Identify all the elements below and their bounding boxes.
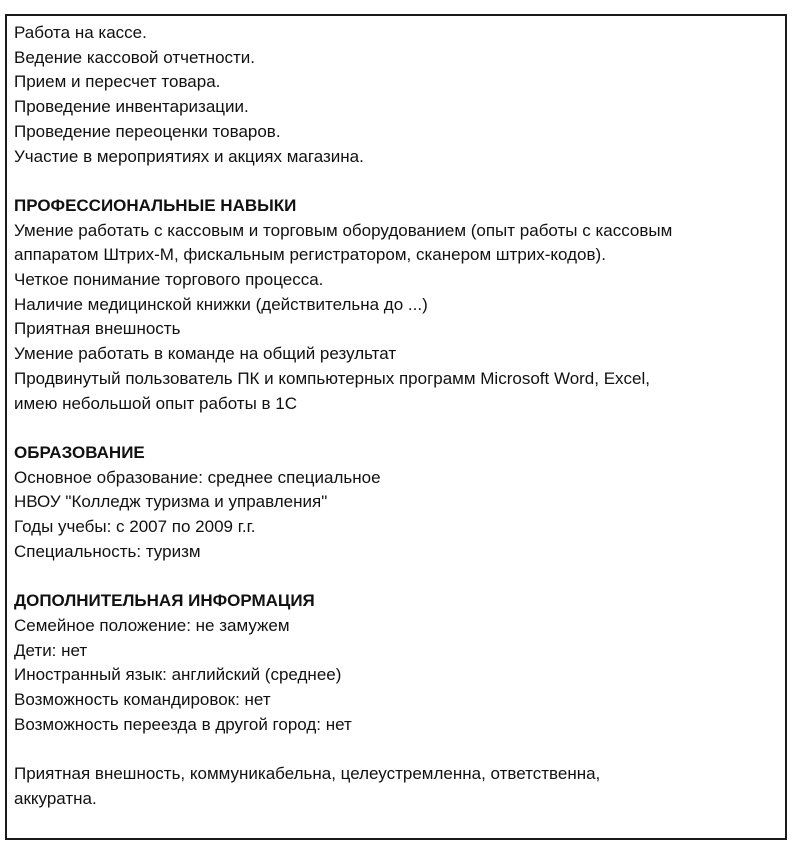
education-line: Годы учебы: с 2007 по 2009 г.г.: [14, 517, 256, 537]
additional-heading: ДОПОЛНИТЕЛЬНАЯ ИНФОРМАЦИЯ: [14, 591, 315, 611]
closing-line: аккуратна.: [14, 788, 97, 808]
skills-line: Умение работать в команде на общий результат: [14, 344, 397, 364]
closing-line: Приятная внешность, коммуникабельна, целеустремленна, ответственна,: [14, 764, 601, 784]
skills-line: аппаратом Штрих-М, фискальным регистратором, сканером штрих-кодов).: [14, 245, 606, 265]
skills-heading: ПРОФЕССИОНАЛЬНЫЕ НАВЫКИ: [14, 195, 297, 215]
additional-line: Иностранный язык: английский (среднее): [14, 665, 342, 685]
skills-line: Продвинутый пользователь ПК и компьютерных программ Microsoft Word, Excel,: [14, 368, 650, 388]
duty-line: Участие в мероприятиях и акциях магазина.: [14, 146, 364, 166]
skills-line: Умение работать с кассовым и торговым оборудованием (опыт работы с кассовым: [14, 220, 673, 240]
skills-line: Приятная внешность: [14, 319, 181, 339]
education-heading: ОБРАЗОВАНИЕ: [14, 442, 145, 462]
section-spacer: [14, 564, 777, 589]
duty-line: Проведение переоценки товаров.: [14, 121, 281, 141]
additional-line: Возможность командировок: нет: [14, 689, 271, 709]
skills-line: Четкое понимание торгового процесса.: [14, 270, 324, 290]
skills-line: имею небольшой опыт работы в 1С: [14, 393, 297, 413]
resume-document: [5, 14, 787, 840]
education-line: НВОУ "Колледж туризма и управления": [14, 492, 328, 512]
duty-line: Работа на кассе.: [14, 23, 147, 42]
additional-line: Дети: нет: [14, 640, 88, 660]
additional-line: Семейное положение: не замужем: [14, 615, 290, 635]
duty-line: Ведение кассовой отчетности.: [14, 47, 256, 67]
skills-line: Наличие медицинской книжки (действительна до ...): [14, 294, 428, 314]
section-spacer: [14, 169, 777, 194]
resume-text-body: [14, 21, 777, 811]
duty-line: Проведение инвентаризации.: [14, 97, 249, 117]
education-line: Специальность: туризм: [14, 541, 201, 561]
additional-line: Возможность переезда в другой город: нет: [14, 714, 352, 734]
section-spacer: [14, 737, 777, 762]
section-spacer: [14, 416, 777, 441]
duty-line: Прием и пересчет товара.: [14, 72, 221, 92]
education-line: Основное образование: среднее специальное: [14, 467, 381, 487]
